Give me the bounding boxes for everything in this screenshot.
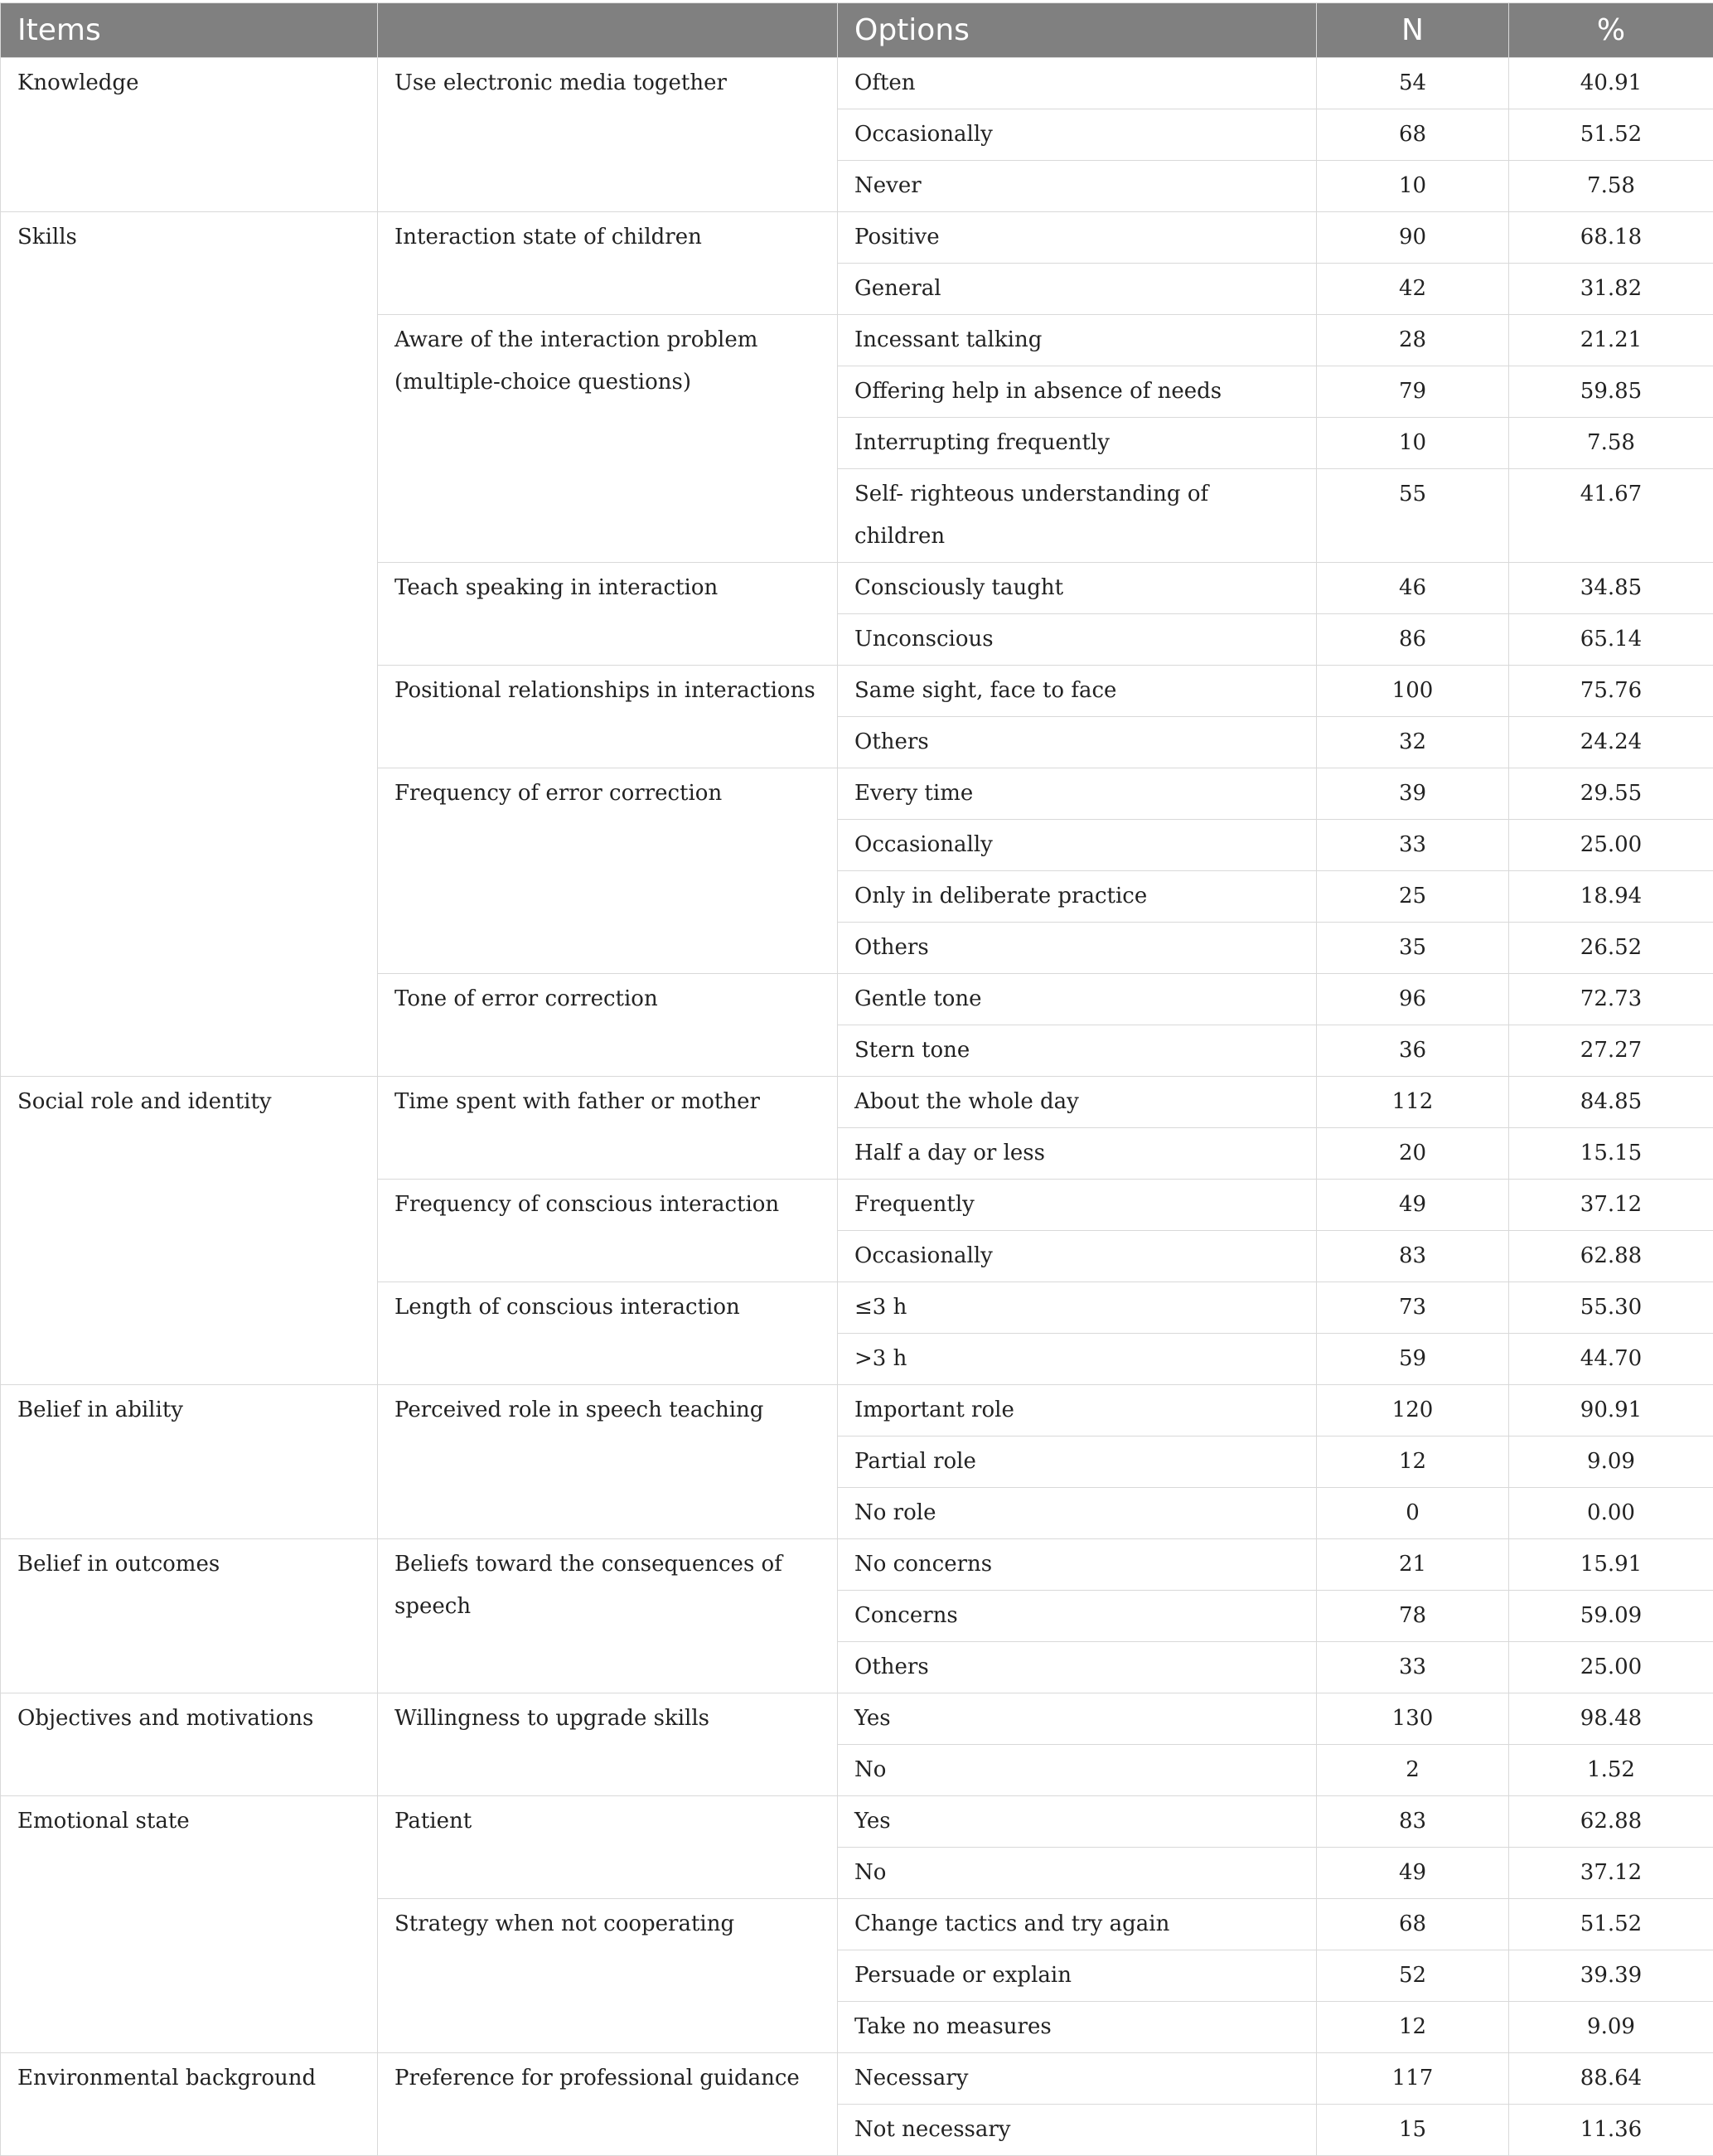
count-cell: 42 [1317, 264, 1509, 315]
category-cell: Emotional state [1, 1796, 378, 2053]
option-cell: Necessary [838, 2053, 1317, 2105]
percent-cell: 0.00 [1509, 1488, 1713, 1539]
option-cell: Stern tone [838, 1025, 1317, 1077]
option-cell: Only in deliberate practice [838, 871, 1317, 923]
count-cell: 96 [1317, 974, 1509, 1025]
table-row [1, 1539, 1713, 1591]
subitem-cell: Teach speaking in interaction [378, 563, 838, 666]
count-cell: 33 [1317, 820, 1509, 871]
option-cell: Others [838, 1642, 1317, 1693]
option-cell: Self- righteous understanding of children [838, 469, 1317, 563]
table-body [1, 58, 1713, 2156]
percent-cell: 62.88 [1509, 1796, 1713, 1848]
count-cell: 78 [1317, 1591, 1509, 1642]
percent-cell: 39.39 [1509, 1950, 1713, 2002]
count-cell: 15 [1317, 2105, 1509, 2156]
count-cell: 54 [1317, 58, 1509, 109]
count-cell: 12 [1317, 1437, 1509, 1488]
count-cell: 49 [1317, 1180, 1509, 1231]
count-cell: 100 [1317, 666, 1509, 717]
option-cell: No [838, 1745, 1317, 1796]
option-cell: Same sight, face to face [838, 666, 1317, 717]
percent-cell: 98.48 [1509, 1693, 1713, 1745]
count-cell: 79 [1317, 366, 1509, 418]
percent-cell: 7.58 [1509, 161, 1713, 212]
percent-cell: 40.91 [1509, 58, 1713, 109]
percent-cell: 59.85 [1509, 366, 1713, 418]
option-cell: No role [838, 1488, 1317, 1539]
option-cell: Others [838, 717, 1317, 768]
count-cell: 112 [1317, 1077, 1509, 1128]
count-cell: 39 [1317, 768, 1509, 820]
percent-cell: 31.82 [1509, 264, 1713, 315]
table-row [1, 1385, 1713, 1437]
header-percent: % [1509, 3, 1713, 58]
percent-cell: 68.18 [1509, 212, 1713, 264]
percent-cell: 9.09 [1509, 1437, 1713, 1488]
option-cell: No [838, 1848, 1317, 1899]
percent-cell: 1.52 [1509, 1745, 1713, 1796]
percent-cell: 29.55 [1509, 768, 1713, 820]
percent-cell: 34.85 [1509, 563, 1713, 614]
count-cell: 21 [1317, 1539, 1509, 1591]
subitem-cell: Time spent with father or mother [378, 1077, 838, 1180]
count-cell: 68 [1317, 1899, 1509, 1950]
percent-cell: 59.09 [1509, 1591, 1713, 1642]
header-blank [378, 3, 838, 58]
count-cell: 52 [1317, 1950, 1509, 2002]
option-cell: Interrupting frequently [838, 418, 1317, 469]
percent-cell: 25.00 [1509, 1642, 1713, 1693]
percent-cell: 88.64 [1509, 2053, 1713, 2105]
table-row [1, 2053, 1713, 2105]
option-cell: General [838, 264, 1317, 315]
option-cell: Frequently [838, 1180, 1317, 1231]
count-cell: 0 [1317, 1488, 1509, 1539]
count-cell: 120 [1317, 1385, 1509, 1437]
subitem-cell: Frequency of error correction [378, 768, 838, 974]
percent-cell: 7.58 [1509, 418, 1713, 469]
percent-cell: 72.73 [1509, 974, 1713, 1025]
option-cell: Half a day or less [838, 1128, 1317, 1180]
count-cell: 35 [1317, 923, 1509, 974]
table-header [1, 3, 1713, 58]
header-items: Items [1, 3, 378, 58]
subitem-cell: Preference for professional guidance [378, 2053, 838, 2156]
percent-cell: 55.30 [1509, 1282, 1713, 1334]
count-cell: 117 [1317, 2053, 1509, 2105]
subitem-cell: Willingness to upgrade skills [378, 1693, 838, 1796]
count-cell: 25 [1317, 871, 1509, 923]
category-cell: Environmental background [1, 2053, 378, 2156]
percent-cell: 62.88 [1509, 1231, 1713, 1282]
option-cell: Unconscious [838, 614, 1317, 666]
category-cell: Knowledge [1, 58, 378, 212]
option-cell: Partial role [838, 1437, 1317, 1488]
option-cell: Often [838, 58, 1317, 109]
table-row [1, 1693, 1713, 1745]
subitem-cell: Length of conscious interaction [378, 1282, 838, 1385]
category-cell: Belief in ability [1, 1385, 378, 1539]
percent-cell: 9.09 [1509, 2002, 1713, 2053]
survey-table [0, 2, 1713, 2156]
category-cell: Objectives and motivations [1, 1693, 378, 1796]
subitem-cell: Perceived role in speech teaching [378, 1385, 838, 1539]
option-cell: Occasionally [838, 820, 1317, 871]
option-cell: About the whole day [838, 1077, 1317, 1128]
option-cell: Change tactics and try again [838, 1899, 1317, 1950]
count-cell: 20 [1317, 1128, 1509, 1180]
option-cell: >3 h [838, 1334, 1317, 1385]
count-cell: 55 [1317, 469, 1509, 563]
count-cell: 86 [1317, 614, 1509, 666]
count-cell: 10 [1317, 418, 1509, 469]
percent-cell: 15.91 [1509, 1539, 1713, 1591]
count-cell: 33 [1317, 1642, 1509, 1693]
subitem-cell: Aware of the interaction problem (multiple-choice questions) [378, 315, 838, 563]
subitem-cell: Use electronic media together [378, 58, 838, 212]
count-cell: 46 [1317, 563, 1509, 614]
category-cell: Skills [1, 212, 378, 1077]
option-cell: ≤3 h [838, 1282, 1317, 1334]
count-cell: 73 [1317, 1282, 1509, 1334]
subitem-cell: Positional relationships in interactions [378, 666, 838, 768]
count-cell: 83 [1317, 1796, 1509, 1848]
subitem-cell: Strategy when not cooperating [378, 1899, 838, 2053]
option-cell: Important role [838, 1385, 1317, 1437]
option-cell: Concerns [838, 1591, 1317, 1642]
percent-cell: 21.21 [1509, 315, 1713, 366]
subitem-cell: Patient [378, 1796, 838, 1899]
category-cell: Social role and identity [1, 1077, 378, 1385]
count-cell: 59 [1317, 1334, 1509, 1385]
percent-cell: 15.15 [1509, 1128, 1713, 1180]
count-cell: 12 [1317, 2002, 1509, 2053]
percent-cell: 84.85 [1509, 1077, 1713, 1128]
count-cell: 36 [1317, 1025, 1509, 1077]
count-cell: 28 [1317, 315, 1509, 366]
percent-cell: 75.76 [1509, 666, 1713, 717]
table-row [1, 1796, 1713, 1848]
option-cell: Persuade or explain [838, 1950, 1317, 2002]
option-cell: Incessant talking [838, 315, 1317, 366]
option-cell: Gentle tone [838, 974, 1317, 1025]
percent-cell: 24.24 [1509, 717, 1713, 768]
count-cell: 130 [1317, 1693, 1509, 1745]
count-cell: 68 [1317, 109, 1509, 161]
table-row [1, 212, 1713, 264]
option-cell: No concerns [838, 1539, 1317, 1591]
count-cell: 32 [1317, 717, 1509, 768]
option-cell: Yes [838, 1796, 1317, 1848]
table-row [1, 1077, 1713, 1128]
count-cell: 49 [1317, 1848, 1509, 1899]
option-cell: Take no measures [838, 2002, 1317, 2053]
percent-cell: 37.12 [1509, 1180, 1713, 1231]
subitem-cell: Interaction state of children [378, 212, 838, 315]
percent-cell: 11.36 [1509, 2105, 1713, 2156]
option-cell: Occasionally [838, 109, 1317, 161]
option-cell: Yes [838, 1693, 1317, 1745]
subitem-cell: Beliefs toward the consequences of speech [378, 1539, 838, 1693]
category-cell: Belief in outcomes [1, 1539, 378, 1693]
count-cell: 2 [1317, 1745, 1509, 1796]
count-cell: 10 [1317, 161, 1509, 212]
subitem-cell: Tone of error correction [378, 974, 838, 1077]
percent-cell: 65.14 [1509, 614, 1713, 666]
percent-cell: 26.52 [1509, 923, 1713, 974]
option-cell: Consciously taught [838, 563, 1317, 614]
percent-cell: 51.52 [1509, 1899, 1713, 1950]
count-cell: 90 [1317, 212, 1509, 264]
percent-cell: 41.67 [1509, 469, 1713, 563]
option-cell: Not necessary [838, 2105, 1317, 2156]
option-cell: Offering help in absence of needs [838, 366, 1317, 418]
percent-cell: 37.12 [1509, 1848, 1713, 1899]
option-cell: Others [838, 923, 1317, 974]
subitem-cell: Frequency of conscious interaction [378, 1180, 838, 1282]
option-cell: Never [838, 161, 1317, 212]
option-cell: Every time [838, 768, 1317, 820]
option-cell: Occasionally [838, 1231, 1317, 1282]
percent-cell: 18.94 [1509, 871, 1713, 923]
count-cell: 83 [1317, 1231, 1509, 1282]
percent-cell: 27.27 [1509, 1025, 1713, 1077]
header-n: N [1317, 3, 1509, 58]
header-row [1, 3, 1713, 58]
percent-cell: 51.52 [1509, 109, 1713, 161]
option-cell: Positive [838, 212, 1317, 264]
percent-cell: 44.70 [1509, 1334, 1713, 1385]
percent-cell: 90.91 [1509, 1385, 1713, 1437]
percent-cell: 25.00 [1509, 820, 1713, 871]
header-options: Options [838, 3, 1317, 58]
table-row [1, 58, 1713, 109]
